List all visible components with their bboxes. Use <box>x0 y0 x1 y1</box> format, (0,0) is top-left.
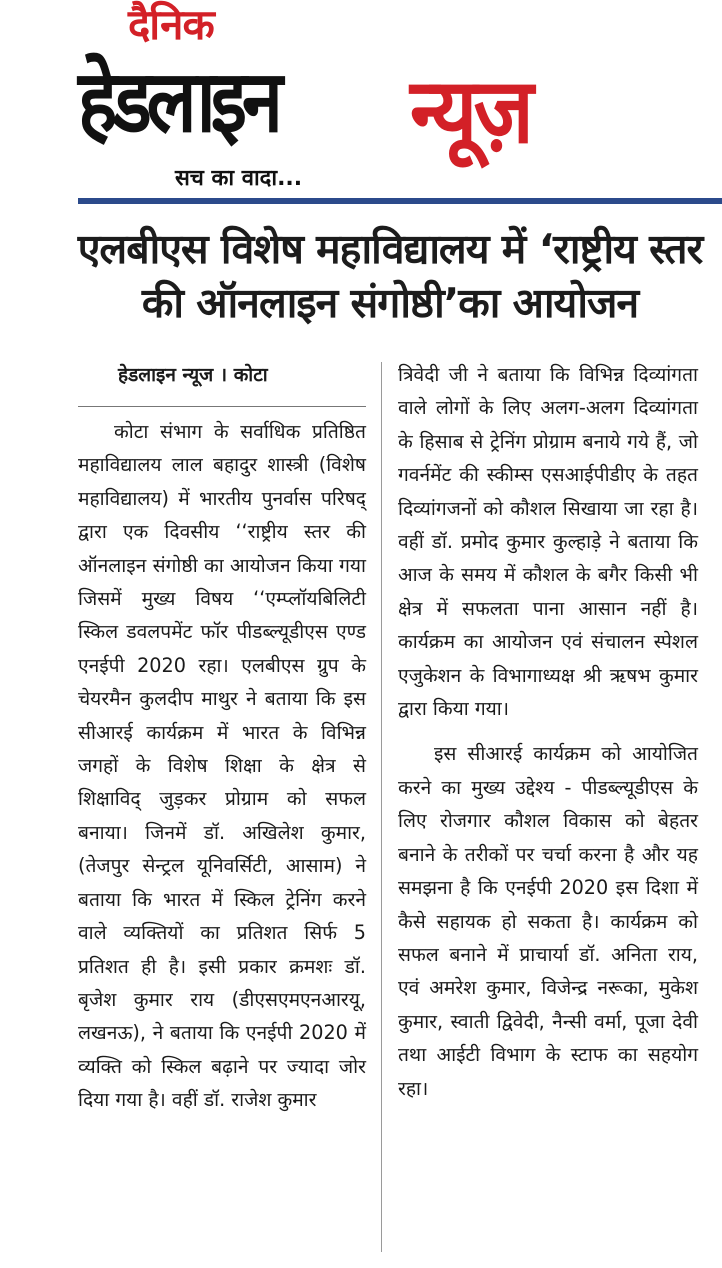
article-title: एलबीएस विशेष महाविद्यालय में ‘राष्ट्रीय स्तर की ऑनलाइन संगोष्ठी’का आयोजन <box>77 225 703 327</box>
article-byline: हेडलाइन न्यूज । कोटा <box>78 360 366 407</box>
column-divider <box>381 362 382 1252</box>
article-paragraph: कोटा संभाग के सर्वाधिक प्रतिष्ठित महाविद्यालय लाल बहादुर शास्त्री (विशेष महाविद्यालय) में भारतीय पुनर्वास परिषद् द्वारा एक दिवसीय ‘‘राष्ट्रीय स्तर की ऑनलाइन संगोष्ठी का आयोजन किया गया जिसमें मुख्य विषय ‘‘एम्प्लॉयबिलिटी स्किल डवलपमेंट फॉर पीडब्ल्यूडीएस एण्ड एनईपी 2020 रहा। एलबीएस ग्रुप के चेयरमैन कुलदीप माथुर ने बताया कि इस सीआरई कार्यक्रम में भारत के विभिन्न जगहों के विशेष शिक्षा के क्षेत्र से शिक्षाविद् जुड़कर प्रोग्राम को सफल बनाया। जिनमें डॉ. अखिलेश कुमार, (तेजपुर सेन्ट्रल यूनिवर्सिटी, आसाम) ने बताया कि भारत में स्किल ट्रेनिंग करने वाले व्यक्तियों का प्रतिशत सिर्फ 5 प्रतिशत ही है। इसी प्रकार क्रमशः डॉ. बृजेश कुमार राय (डीएसएमएनआरयू, लखनऊ), ने बताया कि एनईपी 2020 में व्यक्ति को स्किल बढ़ाने पर ज्यादा जोर दिया गया है। वहीं डॉ. राजेश कुमार <box>78 420 366 1112</box>
masthead-rule <box>78 198 722 204</box>
article-paragraph: त्रिवेदी जी ने बताया कि विभिन्न दिव्यांगता वाले लोगों के लिए अलग-अलग दिव्यांगता के हिसाब से ट्रेनिंग प्रोग्राम बनाये गये हैं, जो गवर्नमेंट की स्कीम्स एसआईपीडीए के तहत दिव्यांगजनों को कौशल सिखाया जा रहा है।वहीं डॉ. प्रमोद कुमार कुल्हाड़े ने बताया कि आज के समय में कौशल के बगैर किसी भी क्षेत्र में सफलता पाना आसान नहीं है। कार्यक्रम का आयोजन एवं संचालन स्पेशल एजुकेशन के विभागाध्यक्ष श्री ऋषभ कुमार द्वारा किया गया। <box>398 363 698 721</box>
masthead-news-word: न्यूज़ <box>410 59 531 164</box>
masthead-top-word: दैनिक <box>128 0 214 49</box>
article-column-left <box>78 360 366 1117</box>
masthead-headline-word: हेडलाइन <box>78 52 278 152</box>
masthead-tagline: सच का वादा... <box>175 166 303 191</box>
article-paragraph: इस सीआरई कार्यक्रम को आयोजित करने का मुख्य उद्देश्य - पीडब्ल्यूडीएस के लिए रोजगार कौशल विकास को बेहतर बनाने के तरीकों पर चर्चा करना है और यह समझना है कि एनईपी 2020 इस दिशा में कैसे सहायक हो सकता है। कार्यक्रम को सफल बनाने में प्राचार्या डॉ. अनिता राय, एवं अमरेश कुमार, विजेन्द्र नरूका, मुकेश कुमार, स्वाती द्विवेदी, नैन्सी वर्मा, पूजा देवी तथा आईटी विभाग के स्टाफ का सहयोग रहा। <box>398 742 698 1100</box>
masthead <box>0 0 722 208</box>
article-column-right <box>398 358 698 1105</box>
